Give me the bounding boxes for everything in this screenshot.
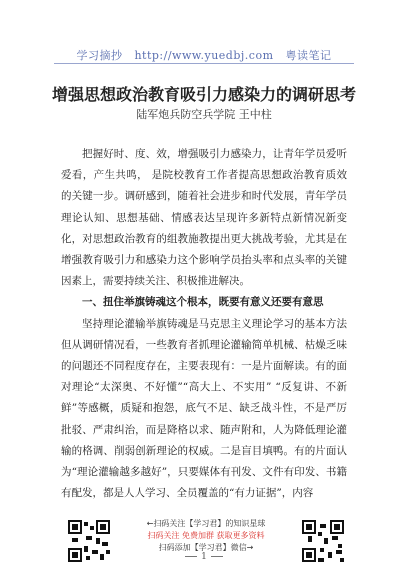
page-footer [0, 514, 408, 580]
document-title: 增强思想政治教育吸引力感染力的调研思考 [51, 85, 356, 104]
page-number-dash-left [185, 556, 197, 557]
body-paragraph: 把握好时、度、效，增强吸引力感染力，让青年学员爱听爱看，产生共鸣， 是院校教育工作者提高思想政治教育质效的关键一步。调研感到，随着社会进步和时代发展，青年学员理论认知、思想基础、情感表达呈现许多新特点新情况新变化，对思想政治教育的组教施教提出更大挑战考验，尤其是在增强教育吸引力和感染力这个影响学员抬头率和点头率的关键因素上，需要持续关注、积极推进解决。 [61, 148, 347, 288]
header-divider [54, 63, 354, 64]
footer-line-wechat: 扫码添加【学习君】微信→ [158, 543, 254, 552]
header-left-label: 学习摘抄 [76, 49, 123, 62]
page-number [0, 552, 408, 562]
body-paragraph: 坚持理论灌输举旗铸魂是马克思主义理论学习的基本方法但从调研情况看，一些教育者抓理论灌输简单机械、枯燥乏味的问题还不同程度存在，主要表现有：一是片面解读。有的面对理论“太深奥、不好懂”“高大上、不实用” “反复讲、不新鲜”等感概，质疑和抱怨，底气不足、缺乏战斗性，不是严厉批驳、严肃纠治，而是降格以求、随声附和，人为降低理论灌输的格调、削弱创新理论的权威。二是盲目填鸭。有的片面认为“理论灌输越多越好”，只要媒体有刊发、文件有印发、书籍有配发，都是人人学习、全员覆盖的“有力证据”，内容 [61, 317, 347, 500]
header-right-label: 粤读笔记 [285, 49, 332, 62]
header-url-link[interactable]: http://www.yuedbj.com [134, 49, 274, 62]
document-body [61, 144, 347, 504]
footer-line-knowledge-planet: ←扫码关注【学习君】的知识星球 [146, 519, 266, 528]
section-heading: 一、扭住举旗铸魂这个根本，既要有意义还要有意思 [82, 296, 324, 309]
page-number-dash-right [211, 556, 223, 557]
page-number-value: 1 [201, 552, 207, 562]
footer-text [120, 518, 292, 554]
document-author: 陆军炮兵防空兵学院 王中柱 [136, 108, 272, 121]
page-header [0, 47, 408, 63]
footer-line-promo: 扫码关注 免费加群 获取更多资料 [147, 531, 265, 540]
